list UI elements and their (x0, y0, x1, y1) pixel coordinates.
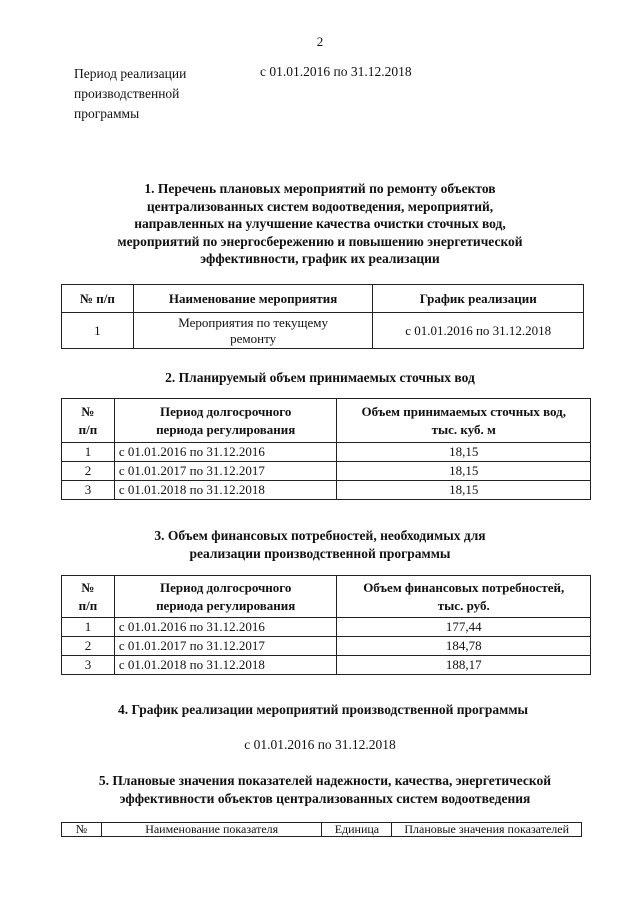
row-value: 188,17 (337, 656, 591, 675)
header-cell: Наименование мероприятия (133, 285, 373, 313)
header-line: п/п (78, 597, 98, 613)
row-number: 3 (62, 656, 115, 675)
activity-name (133, 313, 373, 349)
section4-period: с 01.01.2016 по 31.12.2018 (244, 737, 396, 752)
row-number: 1 (62, 443, 115, 462)
section2-table (61, 398, 591, 500)
section5-title-line: 5. Плановые значения показателей надежности, качества, энергетической (98, 773, 552, 788)
table-header-row (62, 576, 591, 618)
row-value: 184,78 (337, 637, 591, 656)
section5-title (40, 772, 610, 807)
section3-title (60, 527, 580, 562)
section1-title-line: эффективности, график их реализации (200, 251, 440, 266)
header-line: Период долгосрочного (159, 403, 292, 419)
header-cell: Наименование показателя (101, 823, 322, 837)
section1-title-line: направленных на улучшение качества очистки сточных вод, (134, 216, 506, 231)
header-cell: Плановые значения показателей (392, 823, 582, 837)
table-header-row (62, 823, 582, 837)
row-number: 1 (62, 313, 134, 349)
header-line: периода регулирования (156, 421, 296, 437)
row-period: с 01.01.2017 по 31.12.2017 (114, 462, 337, 481)
header-line: Объем финансовых потребностей, (363, 579, 565, 595)
period-value: с 01.01.2016 по 31.12.2018 (260, 64, 412, 79)
header-cell: Единица (322, 823, 392, 837)
section5-table (61, 822, 582, 837)
table-row (62, 462, 591, 481)
section4-title: 4. График реализации мероприятий производственной программы (118, 702, 529, 717)
section3-title-line: реализации производственной программы (189, 545, 451, 561)
header-number (62, 576, 115, 618)
section1-title-line: 1. Перечень плановых мероприятий по ремонту объектов (144, 181, 496, 196)
row-value: 18,15 (337, 443, 591, 462)
header-period (114, 576, 337, 618)
table-row (62, 443, 591, 462)
header-number (62, 399, 115, 443)
header-line: № (81, 579, 95, 595)
activity-name-line: ремонту (230, 330, 277, 346)
row-number: 1 (62, 618, 115, 637)
schedule-cell: с 01.01.2016 по 31.12.2018 (373, 313, 584, 349)
row-period: с 01.01.2018 по 31.12.2018 (114, 656, 337, 675)
header-cell: № (62, 823, 102, 837)
period-label-line: производственной (74, 86, 180, 101)
header-line: тыс. куб. м (431, 421, 496, 437)
header-period (114, 399, 337, 443)
header-line: Период долгосрочного (159, 579, 292, 595)
period-label (74, 64, 224, 124)
table-header-row (62, 285, 584, 313)
row-number: 2 (62, 462, 115, 481)
section2-title: 2. Планируемый объем принимаемых сточных вод (165, 370, 475, 385)
header-finance (337, 576, 591, 618)
section3-title-line: 3. Объем финансовых потребностей, необходимых для (154, 528, 486, 543)
row-period: с 01.01.2016 по 31.12.2016 (114, 618, 337, 637)
row-value: 18,15 (337, 462, 591, 481)
row-value: 177,44 (337, 618, 591, 637)
row-value: 18,15 (337, 481, 591, 500)
header-cell: № п/п (62, 285, 134, 313)
table-row (62, 313, 584, 349)
table-row (62, 656, 591, 675)
header-line: № (81, 403, 95, 419)
table-row (62, 618, 591, 637)
header-line: периода регулирования (156, 597, 296, 613)
header-line: п/п (78, 421, 98, 437)
section1-title-line: мероприятий по энергосбережению и повышению энергетической (117, 233, 523, 249)
header-line: Объем принимаемых сточных вод, (361, 403, 566, 419)
section1-table (61, 284, 584, 349)
period-label-line: Период реализации (74, 66, 187, 81)
header-volume (337, 399, 591, 443)
table-header-row (62, 399, 591, 443)
period-label-line: программы (74, 106, 140, 121)
section5-title-line: эффективности объектов централизованных систем водоотведения (119, 790, 531, 806)
header-cell: График реализации (373, 285, 584, 313)
table-row (62, 637, 591, 656)
section1-title-line: централизованных систем водоотведения, мероприятий, (146, 198, 494, 214)
table-row (62, 481, 591, 500)
row-period: с 01.01.2017 по 31.12.2017 (114, 637, 337, 656)
section3-table (61, 575, 591, 675)
activity-name-line: Мероприятия по текущему (178, 314, 328, 330)
section1-title (60, 180, 580, 268)
row-number: 2 (62, 637, 115, 656)
page-number: 2 (316, 34, 324, 49)
row-number: 3 (62, 481, 115, 500)
row-period: с 01.01.2016 по 31.12.2016 (114, 443, 337, 462)
header-line: тыс. руб. (437, 597, 490, 613)
row-period: с 01.01.2018 по 31.12.2018 (114, 481, 337, 500)
